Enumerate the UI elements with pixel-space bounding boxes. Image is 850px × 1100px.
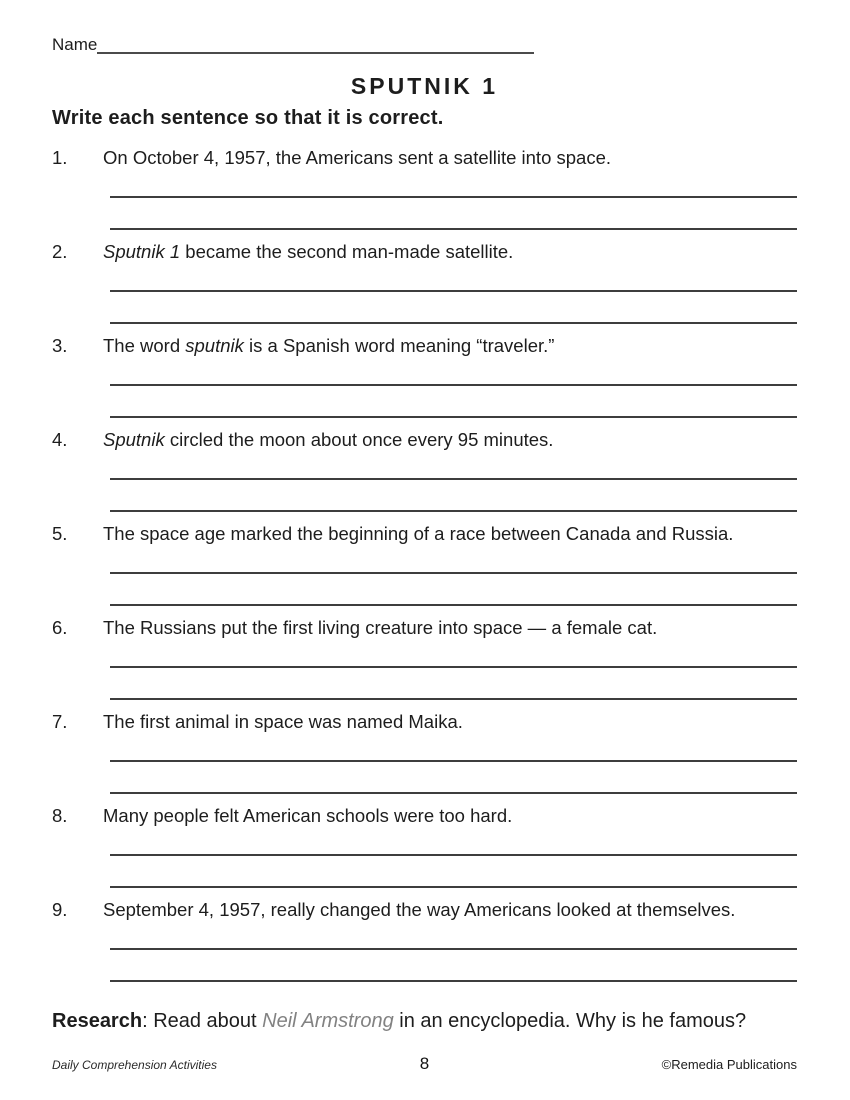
items-list <box>52 147 797 993</box>
answer-line <box>110 228 797 230</box>
sentence-text <box>103 429 797 451</box>
sentence-text <box>103 899 797 921</box>
worksheet-item <box>52 335 797 429</box>
sentence-segment: The space age marked the beginning of a race between Canada and Russia. <box>103 523 734 544</box>
name-label: Name <box>52 35 98 54</box>
footer-series-title: Daily Comprehension Activities <box>52 1058 217 1072</box>
research-person-name: Neil Armstrong <box>262 1010 394 1032</box>
sentence-segment-italic: sputnik <box>185 335 244 356</box>
worksheet-item <box>52 429 797 523</box>
item-number: 7. <box>52 711 68 732</box>
answer-line <box>110 290 797 292</box>
sentence-text <box>103 335 797 357</box>
item-number: 9. <box>52 899 68 920</box>
answer-line <box>110 854 797 856</box>
sentence-row <box>52 429 797 451</box>
item-number: 1. <box>52 147 68 168</box>
sentence-segment-italic: Sputnik 1 <box>103 241 181 262</box>
worksheet-item <box>52 805 797 899</box>
item-number: 6. <box>52 617 68 638</box>
sentence-segment: On October 4, 1957, the Americans sent a satellite into space. <box>103 147 612 168</box>
sentence-text <box>103 617 797 639</box>
name-row <box>52 0 797 54</box>
research-text-pre: Read about <box>153 1010 263 1032</box>
answer-line <box>110 510 797 512</box>
research-row <box>52 1009 797 1033</box>
sentence-row <box>52 335 797 357</box>
sentence-segment: The word <box>103 335 186 356</box>
answer-line <box>110 980 797 982</box>
page-footer <box>52 1054 797 1074</box>
worksheet-item <box>52 147 797 241</box>
research-text-post: in an encyclopedia. Why is he famous? <box>393 1010 747 1032</box>
page-number: 8 <box>419 1054 430 1073</box>
answer-line <box>110 478 797 480</box>
sentence-row <box>52 805 797 827</box>
worksheet-item <box>52 899 797 993</box>
sentence-row <box>52 523 797 545</box>
sentence-segment: became the second man-made satellite. <box>180 241 514 262</box>
item-number: 3. <box>52 335 68 356</box>
answer-line <box>110 698 797 700</box>
worksheet-item <box>52 617 797 711</box>
answer-line <box>110 604 797 606</box>
answer-line <box>110 322 797 324</box>
answer-line <box>110 760 797 762</box>
sentence-segment: is a Spanish word meaning “traveler.” <box>243 335 555 356</box>
answer-line <box>110 416 797 418</box>
research-separator: : <box>142 1010 154 1032</box>
answer-line <box>110 886 797 888</box>
sentence-text <box>103 805 797 827</box>
sentence-segment: circled the moon about once every 95 minutes. <box>164 429 554 450</box>
sentence-segment: The first animal in space was named Maika. <box>103 711 463 732</box>
sentence-text <box>103 147 797 169</box>
item-number: 5. <box>52 523 68 544</box>
item-number: 8. <box>52 805 68 826</box>
research-label: Research <box>52 1010 143 1032</box>
sentence-row <box>52 617 797 639</box>
sentence-text <box>103 241 797 263</box>
sentence-segment: September 4, 1957, really changed the way Americans looked at themselves. <box>103 899 736 920</box>
worksheet-item <box>52 241 797 335</box>
item-number: 2. <box>52 241 68 262</box>
sentence-row <box>52 147 797 169</box>
sentence-segment-italic: Sputnik <box>103 429 165 450</box>
answer-line <box>110 792 797 794</box>
sentence-text <box>103 523 797 545</box>
answer-line <box>110 948 797 950</box>
item-number: 4. <box>52 429 68 450</box>
footer-publisher: ©Remedia Publications <box>661 1057 797 1072</box>
page-title: SPUTNIK 1 <box>350 73 499 99</box>
answer-line <box>110 666 797 668</box>
sentence-row <box>52 899 797 921</box>
sentence-text <box>103 711 797 733</box>
instruction-text: Write each sentence so that it is correct. <box>52 107 444 129</box>
name-blank-line <box>97 38 534 54</box>
answer-line <box>110 572 797 574</box>
answer-line <box>110 196 797 198</box>
sentence-row <box>52 711 797 733</box>
worksheet-item <box>52 711 797 805</box>
worksheet-item <box>52 523 797 617</box>
sentence-segment: The Russians put the first living creature into space — a female cat. <box>103 617 658 638</box>
sentence-segment: Many people felt American schools were too hard. <box>103 805 513 826</box>
answer-line <box>110 384 797 386</box>
sentence-row <box>52 241 797 263</box>
